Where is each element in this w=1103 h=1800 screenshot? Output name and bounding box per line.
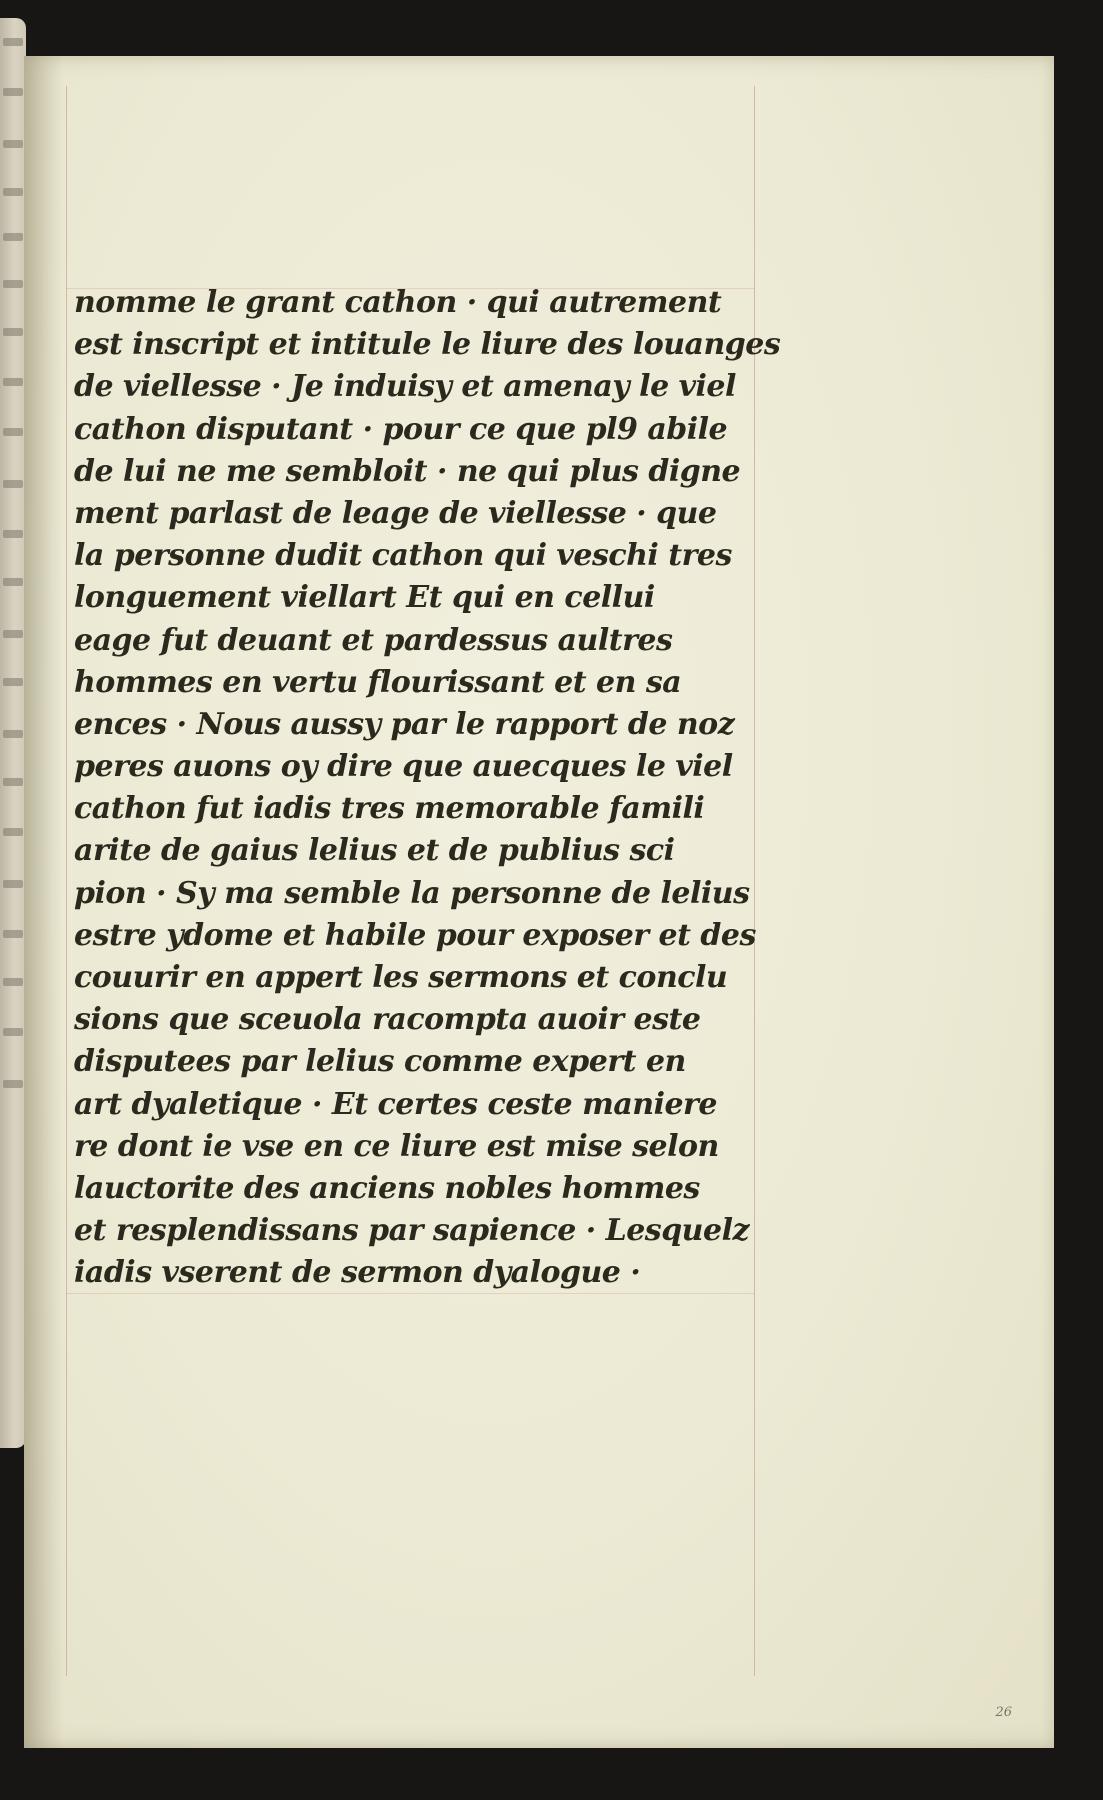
text-line: hommes en vertu flourissant et en sa: [74, 664, 682, 700]
show-through-ink: [3, 480, 23, 488]
text-line: de viellesse · Je induisy et amenay le viel: [74, 369, 736, 405]
show-through-ink: [3, 38, 23, 46]
show-through-ink: [3, 630, 23, 638]
text-line: cathon fut iadis tres memorable famili: [74, 791, 705, 827]
text-line: lauctorite des anciens nobles hommes: [74, 1170, 700, 1206]
ruling-line-right: [754, 86, 755, 1676]
show-through-ink: [3, 1028, 23, 1036]
text-line: ment parlast de leage de viellesse · que: [74, 495, 717, 531]
text-line: nomme le grant cathon · qui autrement: [74, 285, 722, 320]
text-line: pion · Sy ma semble la personne de lelius: [74, 875, 750, 911]
gutter-shadow: [24, 56, 64, 1748]
text-line: et resplendissans par sapience · Lesquelz: [74, 1213, 750, 1249]
text-line: peres auons oy dire que auecques le viel: [74, 749, 733, 785]
text-line: art dyaletique · Et certes ceste maniere: [74, 1086, 717, 1122]
text-line: ences · Nous aussy par le rapport de noz: [74, 706, 735, 742]
manuscript-folio: [24, 56, 1054, 1748]
show-through-ink: [3, 678, 23, 686]
text-line: iadis vserent de sermon dyalogue ·: [74, 1255, 641, 1291]
show-through-ink: [3, 1080, 23, 1088]
text-line: arite de gaius lelius et de publius sci: [74, 833, 675, 869]
text-line: la personne dudit cathon qui veschi tres: [74, 538, 732, 574]
show-through-ink: [3, 880, 23, 888]
text-line: couurir en appert les sermons et conclu: [74, 960, 728, 995]
text-line: re dont ie vse en ce liure est mise selon: [74, 1128, 719, 1164]
show-through-ink: [3, 428, 23, 436]
text-line: est inscript et intitule le liure des louanges: [74, 327, 781, 363]
show-through-ink: [3, 530, 23, 538]
text-line: estre ydome et habile pour exposer et des: [74, 917, 756, 953]
show-through-ink: [3, 730, 23, 738]
show-through-ink: [3, 328, 23, 336]
show-through-ink: [3, 233, 23, 241]
show-through-ink: [3, 280, 23, 288]
show-through-ink: [3, 88, 23, 96]
text-line: de lui ne me sembloit · ne qui plus digne: [74, 453, 741, 489]
ruling-line-left: [66, 86, 67, 1676]
show-through-ink: [3, 140, 23, 148]
show-through-ink: [3, 828, 23, 836]
show-through-ink: [3, 978, 23, 986]
show-through-ink: [3, 378, 23, 386]
show-through-ink: [3, 188, 23, 196]
show-through-ink: [3, 578, 23, 586]
text-line: longuement viellart Et qui en cellui: [74, 580, 655, 616]
show-through-ink: [3, 778, 23, 786]
folio-number: 26: [995, 1705, 1012, 1720]
text-line: disputees par lelius comme expert en: [74, 1044, 686, 1080]
manuscript-text-block: [74, 282, 781, 1295]
text-line: eage fut deuant et pardessus aultres: [74, 622, 673, 658]
text-line: cathon disputant · pour ce que pl9 abile: [74, 411, 728, 447]
text-line: sions que sceuola racompta auoir este: [74, 1002, 701, 1038]
show-through-ink: [3, 930, 23, 938]
previous-page-edge: [0, 18, 26, 1448]
